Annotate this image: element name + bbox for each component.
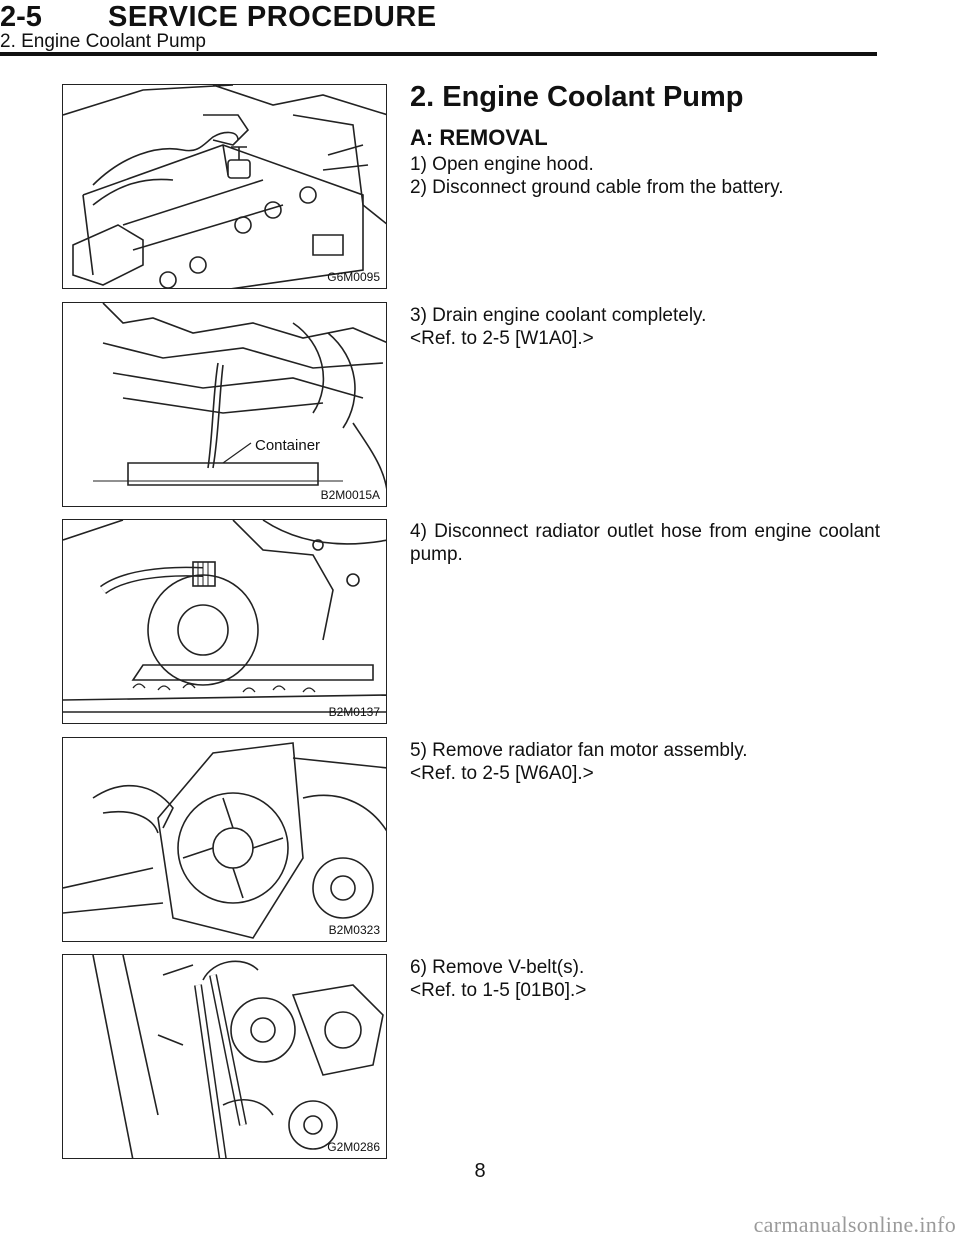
fan-illustration [63,738,387,942]
step-text: 4) Disconnect radiator outlet hose from engine coolant pump. [410,521,880,565]
step-text: 1) Open engine hood. [410,154,594,175]
container-label: Container [255,437,321,454]
figure-code: G6M0095 [327,270,380,284]
step-reference: <Ref. to 2-5 [W6A0].> [410,763,594,784]
step-block-1 [410,153,880,199]
figure-battery [62,84,387,289]
figure-v-belt [62,954,387,1159]
step-reference: <Ref. to 1-5 [01B0].> [410,980,587,1001]
figure-fan-motor [62,737,387,942]
section-title: SERVICE PROCEDURE [108,1,437,33]
figure-outlet-hose [62,519,387,724]
watermark: carmanualsonline.info [753,1212,956,1237]
section-heading-block [410,80,880,156]
section-number: 2-5 [0,1,42,33]
page-title: 2. Engine Coolant Pump [410,81,744,113]
step-block-4 [410,739,880,785]
figure-code: G2M0286 [327,1140,380,1154]
step-text: 6) Remove V-belt(s). [410,957,585,978]
figure-code: B2M0015A [320,488,380,502]
step-text: 3) Drain engine coolant completely. [410,305,707,326]
step-block-5 [410,956,880,1002]
hose-illustration [63,520,387,724]
figure-code: B2M0323 [328,923,380,937]
figure-drain-coolant [62,302,387,507]
page-header [0,0,960,60]
step-reference: <Ref. to 2-5 [W1A0].> [410,328,594,349]
drain-illustration [63,303,387,507]
subsection-title: 2. Engine Coolant Pump [0,31,206,52]
step-block-2 [410,304,880,350]
step-text: 2) Disconnect ground cable from the battery. [410,177,784,198]
figure-code: B2M0137 [328,705,380,719]
step-text: 5) Remove radiator fan motor assembly. [410,740,748,761]
battery-illustration [63,85,387,289]
step-block-3 [410,520,880,566]
section-subtitle: A: REMOVAL [410,125,548,150]
page-number: 8 [474,1160,486,1182]
header-rule [0,52,877,56]
vbelt-illustration [63,955,387,1159]
